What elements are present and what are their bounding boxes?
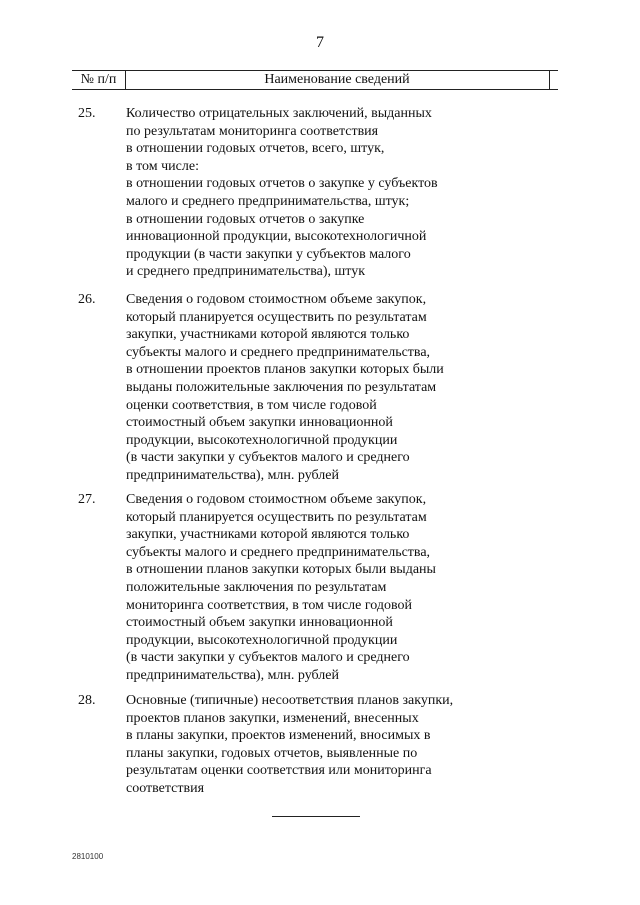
row-number: 26. (78, 292, 96, 307)
row-number: 28. (78, 693, 96, 708)
end-rule (272, 816, 360, 817)
row-text: Сведения о годовом стоимостном объеме закупок, который планируется осуществить по результатам закупки, участниками которой являются только субъекты малого и среднего предпринимательства, в отношении планов закупки которых были выданы положительные заключения по результатам мониторинга соответствия, в том числе годовой стоимостный объем закупки инновационной продукции, высокотехнологичной продукции (в части закупки у субъектов малого и среднего предпринимательства), млн. рублей (126, 492, 436, 683)
row-text: Основные (типичные) несоответствия планов закупки, проектов планов закупки, изменений, внесенных в планы закупки, проектов изменений, вносимых в планы закупки, годовых отчетов, выявленные по результатам оценки соответствия или мониторинга соответствия (126, 693, 454, 796)
row-text: Количество отрицательных заключений, выданных по результатам мониторинга соответствия в отношении годовых отчетов, всего, штук, в том числе: в отношении годовых отчетов о закупке у субъектов малого и среднего предпринимательства, штук; в отношении годовых отчетов о закупке инновационной продукции, высокотехнологичной продукции (в части закупки у субъектов малого и среднего предпринимательства), штук (126, 106, 438, 280)
header-divider (549, 71, 550, 89)
row-number: 27. (78, 492, 96, 507)
table-header (72, 70, 558, 90)
row-number: 25. (78, 106, 96, 121)
page-number: 7 (316, 34, 324, 51)
document-code: 2810100 (72, 852, 104, 861)
header-number-column: № п/п (80, 72, 117, 87)
row-text: Сведения о годовом стоимостном объеме закупок, который планируется осуществить по результатам закупки, участниками которой являются только субъекты малого и среднего предпринимательства, в отношении проектов планов закупки которых были выданы положительные заключения по результатам оценки соответствия, в том числе годовой стоимостный объем закупки инновационной продукции, высокотехнологичной продукции (в части закупки у субъектов малого и среднего предпринимательства), млн. рублей (126, 292, 444, 483)
header-name-column: Наименование сведений (264, 72, 410, 87)
